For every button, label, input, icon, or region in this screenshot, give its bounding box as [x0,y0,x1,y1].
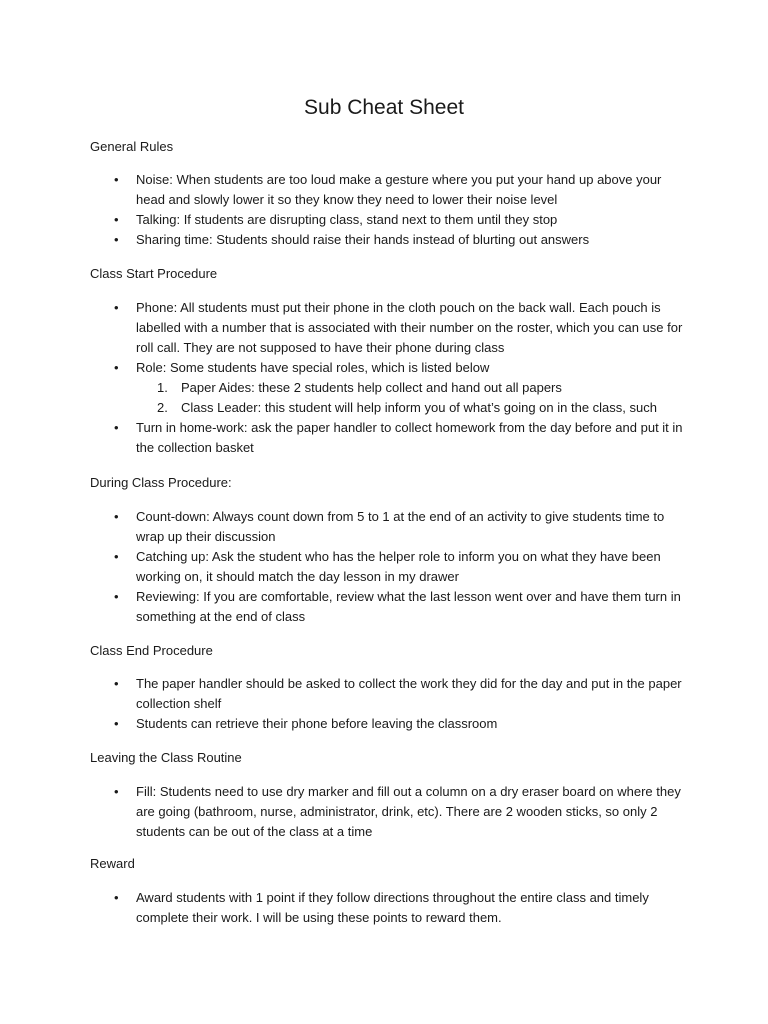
list-item [90,210,690,230]
item-label: Phone: [136,300,178,315]
item-text: Award students with 1 point if they follow directions throughout the entire class and timely complete their work. I will be using these points to reward them. [136,890,649,925]
item-text: Ask the student who has the helper role to inform you on what they have been working on, it should match the day lesson in my drawer [136,549,661,584]
page-title: Sub Cheat Sheet [304,96,464,119]
sublist-text: Paper Aides: these 2 students help collect and hand out all papers [181,380,562,395]
list-item [90,674,690,714]
item-text: The paper handler should be asked to collect the work they did for the day and put in the paper collection shelf [136,676,682,711]
item-label: Talking: [136,212,181,227]
general-rules-list [90,170,690,250]
item-label: Noise: [136,172,173,187]
item-text: ask the paper handler to collect homework from the day before and put it in the collection basket [136,420,683,455]
section-heading-leaving-class: Leaving the Class Routine [90,750,242,765]
item-text: Some students have special roles, which is listed below [166,360,490,375]
section-heading-reward: Reward [90,856,135,871]
class-start-list [90,298,690,458]
section-heading-general-rules: General Rules [90,139,174,154]
item-label: Sharing time: [136,232,213,247]
item-label: Fill: [136,784,157,799]
list-item [90,714,690,734]
list-item [90,418,690,458]
sublist-item [136,398,690,418]
list-item [90,507,690,547]
reward-list [90,888,690,928]
during-class-list [90,507,690,627]
item-text: Students should raise their hands instead of blurting out answers [212,232,590,247]
sublist-number: 1. [157,380,168,395]
item-text: When students are too loud make a gesture where you put your hand up above your head and slowly lower it so they know they need to lower their noise level [136,172,662,207]
roles-sublist [136,378,690,418]
sublist-number: 2. [157,400,168,415]
list-item [90,298,690,358]
item-text: All students must put their phone in the cloth pouch on the back wall. Each pouch is labelled with a number that is associated with their number on the roster, which you can use for roll call. They are not supposed to have their phone during class [136,300,683,355]
list-item [90,358,690,418]
item-text: If students are disrupting class, stand next to them until they stop [180,212,558,227]
item-label: Reviewing: [136,589,200,604]
list-item [90,782,690,842]
item-label: Count-down: [136,509,210,524]
list-item [90,888,690,928]
item-label: Role: [136,360,167,375]
section-heading-class-end: Class End Procedure [90,643,213,658]
class-end-list [90,674,690,734]
leaving-class-list [90,782,690,842]
section-heading-during-class: During Class Procedure: [90,475,232,490]
item-label: Catching up: [136,549,209,564]
item-text: Students can retrieve their phone before leaving the classroom [136,716,498,731]
item-text: Always count down from 5 to 1 at the end of an activity to give students time to wrap up their discussion [136,509,665,544]
list-item [90,587,690,627]
list-item [90,230,690,250]
list-item [90,547,690,587]
item-text: If you are comfortable, review what the last lesson went over and have them turn in something at the end of class [136,589,681,624]
sublist-item [136,378,690,398]
sublist-text: Class Leader: this student will help inform you of what’s going on in the class, such [181,400,657,415]
list-item [90,170,690,210]
item-text: Students need to use dry marker and fill out a column on a dry eraser board on where they are going (bathroom, nurse, administrator, drink, etc). There are 2 wooden sticks, so only 2 students can be out of the class at a time [136,784,681,839]
item-label: Turn in home-work: [136,420,248,435]
section-heading-class-start: Class Start Procedure [90,266,218,281]
